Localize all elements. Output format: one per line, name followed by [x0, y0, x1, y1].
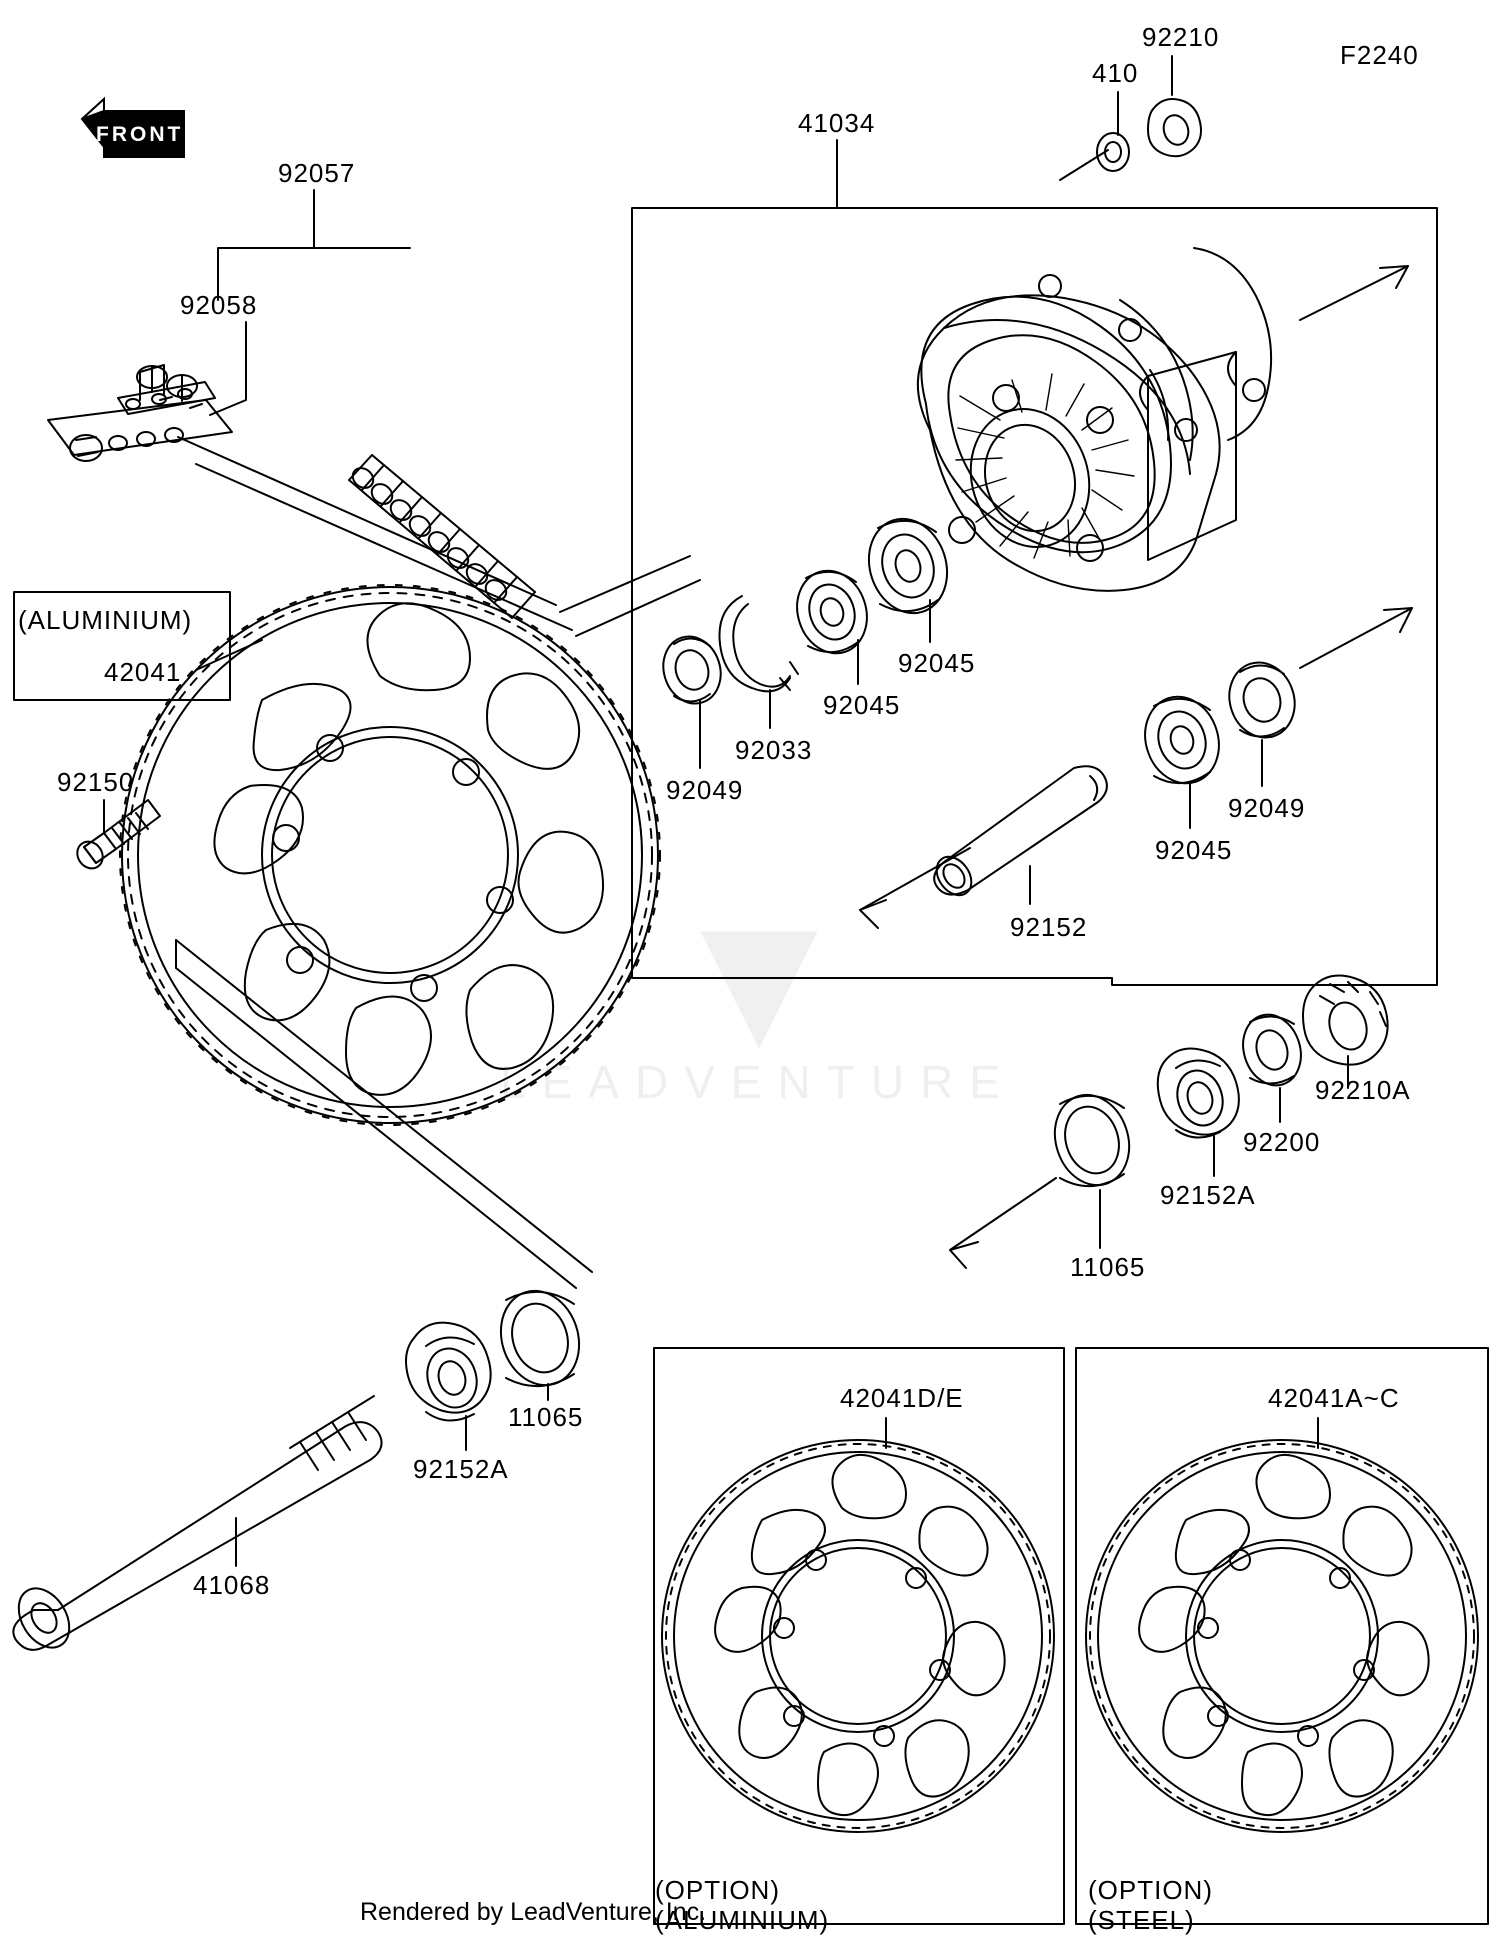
bearing-92045-c [1134, 687, 1230, 793]
sprocket-bolt-92150 [72, 800, 160, 873]
option-sprocket-aluminium [662, 1440, 1054, 1832]
assembly-line-1 [178, 437, 556, 605]
callout-92200: 92200 [1243, 1127, 1321, 1157]
front-label: FRONT [96, 123, 184, 146]
seal-11065-lower [489, 1281, 591, 1396]
watermark-logo: ▼ [660, 869, 858, 1090]
chain-plate-small [118, 382, 215, 414]
watermark-text: LEADVENTURE [500, 1056, 1016, 1108]
callout-92049-right: 92049 [1228, 793, 1306, 823]
bearing-92045-a [787, 562, 878, 663]
callout-11065-lower: 11065 [508, 1402, 584, 1432]
option-left-line1: (OPTION) [655, 1875, 780, 1905]
option-box-aluminium [654, 1348, 1064, 1924]
leader-42041 [196, 640, 262, 670]
washer-92200 [1234, 1007, 1310, 1093]
assembly-line-3 [560, 556, 690, 612]
callout-92033: 92033 [735, 735, 813, 765]
nut-92210 [1148, 99, 1201, 156]
callout-92049-left: 92049 [666, 775, 744, 805]
right-cluster-pointer [950, 1178, 1056, 1268]
callout-41034: 41034 [798, 108, 876, 138]
sprocket-assembly-line-b [176, 968, 576, 1288]
callout-page-code: F2240 [1340, 40, 1419, 70]
option-box-steel [1076, 1348, 1488, 1924]
bearing-92045-b [857, 509, 959, 624]
option-right-line2: (STEEL) [1088, 1905, 1195, 1935]
callout-410: 410 [1092, 58, 1139, 88]
callout-92045-c: 92045 [1155, 835, 1233, 865]
callout-42041: 42041 [104, 657, 182, 687]
leader-92058 [210, 322, 246, 415]
rear-sprocket-main [120, 585, 660, 1125]
seal-92049-left [655, 629, 729, 711]
callout-92152: 92152 [1010, 912, 1088, 942]
collar-92152 [930, 766, 1107, 902]
collar-92152a-upper [1158, 1049, 1239, 1138]
callout-92210: 92210 [1142, 22, 1220, 52]
chain-link-pins [137, 365, 202, 408]
option-right-line1: (OPTION) [1088, 1875, 1213, 1905]
callout-42041de: 42041D/E [840, 1383, 964, 1413]
callout-92058: 92058 [180, 290, 258, 320]
option-sprocket-steel [1086, 1440, 1478, 1832]
group-label-aluminium: (ALUMINIUM) [18, 605, 193, 635]
footer-credit: Rendered by LeadVenture, Inc. [360, 1898, 707, 1926]
callout-41068: 41068 [193, 1570, 271, 1600]
collar-pointer [860, 848, 970, 928]
leader-410-to-part [1060, 150, 1108, 180]
hub-pointer-right [1300, 266, 1408, 320]
axle-41068 [8, 1396, 381, 1657]
leader-92057 [218, 190, 410, 300]
nut-92210a [1303, 976, 1388, 1065]
option-left-line2: (ALUMINIUM) [655, 1905, 830, 1935]
callout-92152a-lower: 92152A [413, 1454, 509, 1484]
callout-92057: 92057 [278, 158, 356, 188]
callout-42041ac: 42041A~C [1268, 1383, 1400, 1413]
drive-chain [349, 455, 535, 618]
callout-92045-b: 92045 [898, 648, 976, 678]
callout-11065-upper: 11065 [1070, 1252, 1146, 1282]
callout-92045-a: 92045 [823, 690, 901, 720]
assembly-line-2 [196, 464, 572, 630]
callout-92150: 92150 [57, 767, 135, 797]
bearing-pointer-right [1300, 608, 1412, 668]
washer-410 [1097, 133, 1129, 171]
seal-92049-right [1220, 654, 1304, 746]
callout-92152a-upper: 92152A [1160, 1180, 1256, 1210]
chain-master-link-plate [48, 400, 232, 461]
assembly-line-4 [576, 580, 700, 636]
seal-11065-upper [1044, 1085, 1141, 1195]
wheel-hub [918, 248, 1271, 591]
collar-92152a-lower [406, 1323, 491, 1421]
circlip-92033 [719, 596, 798, 691]
callout-92210a: 92210A [1315, 1075, 1411, 1105]
